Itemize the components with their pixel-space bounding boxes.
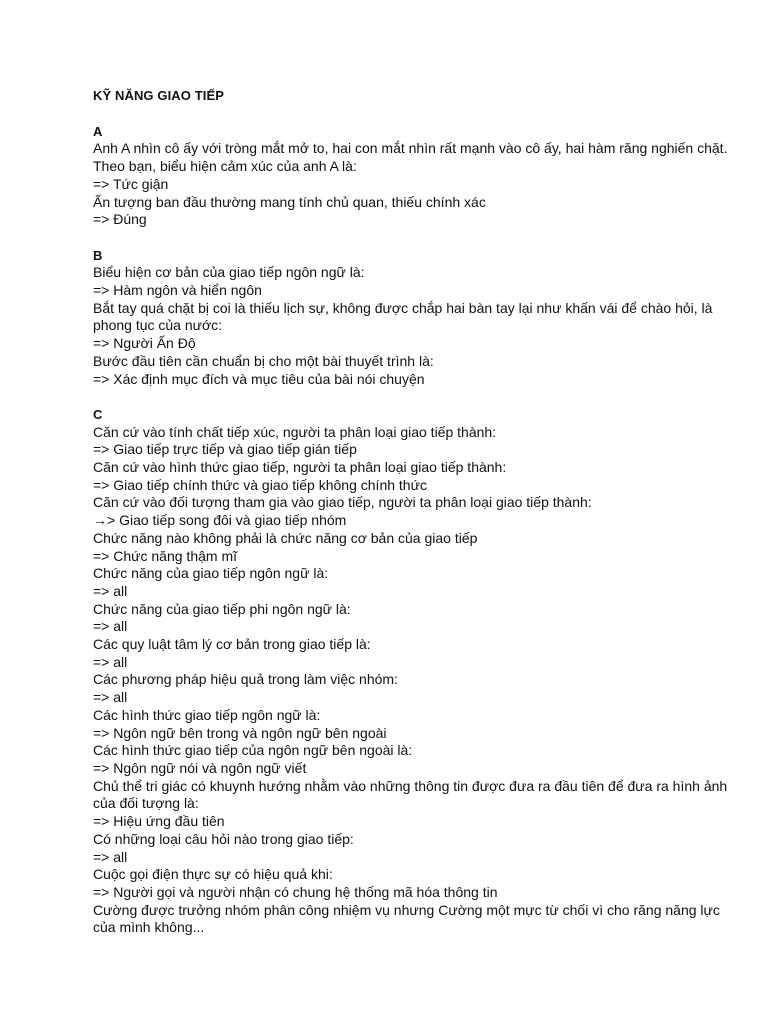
answer-line: => Xác định mục đích và mục tiêu của bài nói chuyện <box>93 370 425 387</box>
answer-line: => Ngôn ngữ bên trong và ngôn ngữ bên ngoài <box>93 724 387 741</box>
question-line: Các phương pháp hiệu quả trong làm việc nhóm: <box>93 671 398 688</box>
question-line: Ấn tượng ban đầu thường mang tính chủ quan, thiếu chính xác <box>93 193 486 210</box>
answer-line: => Giao tiếp chính thức và giao tiếp không chính thức <box>93 476 427 493</box>
question-line: Chức năng của giao tiếp ngôn ngữ là: <box>93 565 329 582</box>
answer-line: => Hiệu ứng đầu tiên <box>93 813 225 830</box>
question-line: Cường được trưởng nhóm phân công nhiệm vụ nhưng Cường một mực từ chối vì cho răng năng lực của mình không... <box>93 901 720 936</box>
question-line: Các hình thức giao tiếp của ngôn ngữ bên ngoài là: <box>93 742 413 759</box>
answer-line: →> Giao tiếp song đôi và giao tiếp nhóm <box>93 512 347 529</box>
section-heading: C <box>93 406 103 422</box>
section-c <box>93 406 733 937</box>
answer-line: => all <box>93 618 128 635</box>
question-line: Có những loại câu hỏi nào trong giao tiếp: <box>93 830 354 847</box>
section-heading: B <box>93 247 103 263</box>
answer-line: => Hàm ngôn và hiển ngôn <box>93 282 262 299</box>
answer-line: => Chức năng thậm mĩ <box>93 547 237 564</box>
answer-line: => all <box>93 582 128 599</box>
question-line: Anh A nhìn cô ấy với tròng mắt mở to, hai con mắt nhìn rất mạnh vào cô ấy, hai hàm răng nghiến chặt. Theo bạn, biểu hiện cảm xúc của anh A là: <box>93 140 728 175</box>
answer-line: => Tức giận <box>93 175 169 192</box>
question-line: Bước đầu tiên cần chuẩn bị cho một bài thuyết trình là: <box>93 352 434 369</box>
answer-line: => Giao tiếp trực tiếp và giao tiếp gián tiếp <box>93 441 357 458</box>
answer-line: => all <box>93 689 128 706</box>
answer-line: => Người Ấn Độ <box>93 335 196 352</box>
question-line: Căn cứ vào đối tượng tham gia vào giao tiếp, người ta phân loại giao tiếp thành: <box>93 494 592 511</box>
question-line: Chức năng của giao tiếp phi ngôn ngữ là: <box>93 600 351 617</box>
answer-line: => Người gọi và người nhận có chung hệ thống mã hóa thông tin <box>93 883 498 900</box>
section-b <box>93 247 733 389</box>
question-line: Chức năng nào không phải là chức năng cơ bản của giao tiếp <box>93 529 478 546</box>
answer-line: => Đúng <box>93 211 147 228</box>
document-title: KỸ NĂNG GIAO TIẾP <box>93 88 224 103</box>
question-line: Cuộc gọi điện thực sự có hiệu quả khi: <box>93 866 333 883</box>
question-line: Biểu hiện cơ bản của giao tiếp ngôn ngữ là: <box>93 264 365 281</box>
answer-line: => Ngôn ngữ nói và ngôn ngữ viết <box>93 759 307 776</box>
answer-line: => all <box>93 653 128 670</box>
question-line: Căn cứ vào tính chất tiếp xúc, người ta phân loại giao tiếp thành: <box>93 423 497 440</box>
document-page <box>93 87 733 955</box>
question-line: Căn cứ vào hình thức giao tiếp, người ta phân loại giao tiếp thành: <box>93 459 507 476</box>
section-a <box>93 123 733 229</box>
question-line: Bắt tay quá chặt bị coi là thiếu lịch sự, không được chắp hai bàn tay lại như khấn vái để chào hỏi, là phong tục của nước: <box>93 299 713 334</box>
question-line: Các quy luật tâm lý cơ bản trong giao tiếp là: <box>93 636 371 653</box>
question-line: Chủ thể tri giác có khuynh hướng nhằm vào những thông tin được đưa ra đầu tiên để đưa ra hình ảnh của đối tượng là: <box>93 777 728 812</box>
question-line: Các hình thức giao tiếp ngôn ngữ là: <box>93 706 321 723</box>
answer-line: => all <box>93 848 128 865</box>
section-heading: A <box>93 123 103 139</box>
